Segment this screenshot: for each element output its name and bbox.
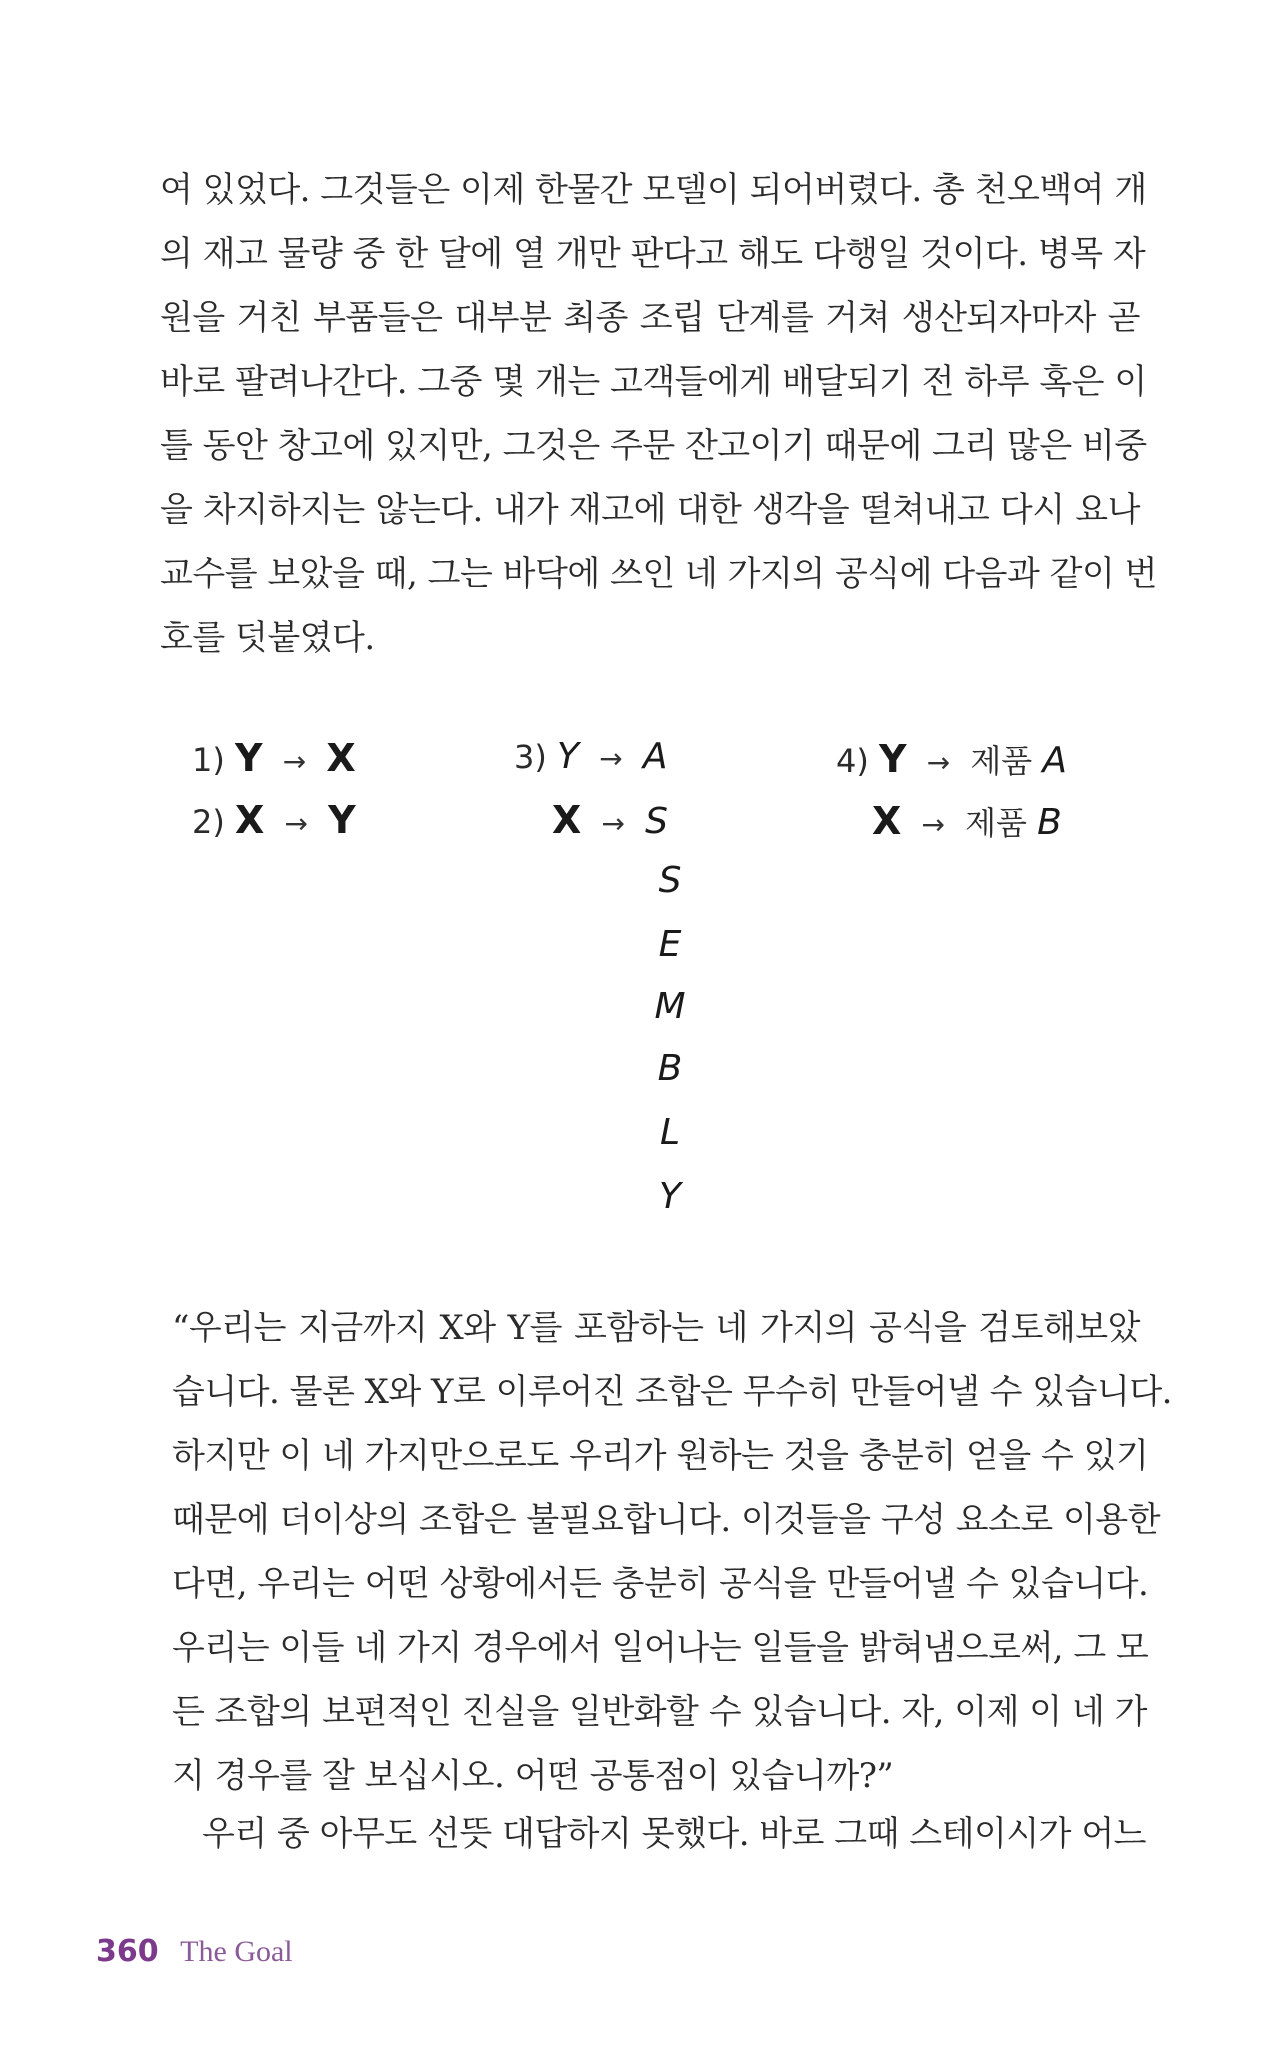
- formula-number: 2): [192, 803, 225, 841]
- arrow-icon: →: [921, 808, 945, 841]
- arrow-icon: →: [926, 746, 951, 779]
- text-line: 바로 팔려나간다. 그중 몇 개는 고객들에게 배달되기 전 하루 혹은 이: [160, 362, 1147, 402]
- text-line: 때문에 더이상의 조합은 불필요합니다. 이것들을 구성 요소로 이용한: [172, 1500, 1161, 1540]
- page-number: 360: [96, 1934, 159, 1969]
- arrow-icon: →: [284, 807, 308, 840]
- formula-left: Y: [235, 736, 263, 780]
- formula-left: X: [872, 799, 902, 843]
- formula-right: X: [326, 736, 356, 780]
- vertical-letter: E: [658, 924, 682, 965]
- formula-diagram: [0, 720, 1280, 1240]
- text-line: 을 차지하지는 않는다. 내가 재고에 대한 생각을 떨쳐내고 다시 요나: [160, 490, 1140, 530]
- text-line: 다면, 우리는 어떤 상황에서든 충분히 공식을 만들어낼 수 있습니다.: [172, 1564, 1149, 1604]
- formula-left: Y: [557, 736, 580, 777]
- formula-number: 3): [514, 738, 547, 776]
- text-line: 틀 동안 창고에 있지만, 그것은 주문 잔고이기 때문에 그리 많은 비중: [160, 426, 1147, 466]
- arrow-icon: →: [282, 745, 307, 778]
- arrow-icon: →: [599, 742, 623, 775]
- vertical-letter: B: [657, 1048, 683, 1089]
- text-line: 습니다. 물론 X와 Y로 이루어진 조합은 무수히 만들어낼 수 있습니다.: [172, 1372, 1172, 1412]
- product-word: 제품: [970, 742, 1033, 780]
- text-line: 여 있었다. 그것들은 이제 한물간 모델이 되어버렸다. 총 천오백여 개: [160, 170, 1147, 210]
- formula-number: 1): [192, 741, 225, 779]
- vertical-letter: Y: [659, 1176, 681, 1217]
- paragraph-3: [172, 1802, 1147, 1866]
- formula-right: A: [642, 736, 668, 777]
- text-line: 호를 덧붙였다.: [160, 618, 375, 658]
- text-line: 의 재고 물량 중 한 달에 열 개만 판다고 해도 다행일 것이다. 병목 자: [160, 234, 1146, 274]
- product-letter: A: [1042, 740, 1067, 781]
- text-line: 교수를 보았을 때, 그는 바닥에 쓰인 네 가지의 공식에 다음과 같이 번: [160, 554, 1157, 594]
- formula-1: [192, 736, 356, 780]
- text-line: 하지만 이 네 가지만으로도 우리가 원하는 것을 충분히 얻을 수 있기: [172, 1436, 1149, 1476]
- formula-right: S: [645, 801, 668, 842]
- formula-left: X: [235, 798, 265, 842]
- formula-left: X: [552, 798, 582, 842]
- text-line: 우리는 이들 네 가지 경우에서 일어나는 일들을 밝혀냄으로써, 그 모: [172, 1628, 1149, 1668]
- text-line: “우리는 지금까지 X와 Y를 포함하는 네 가지의 공식을 검토해보았: [172, 1308, 1140, 1348]
- formula-2: [192, 798, 356, 842]
- text-line: 지 경우를 잘 보십시오. 어떤 공통점이 있습니까?”: [172, 1756, 894, 1796]
- formula-3-row-2: [552, 798, 668, 842]
- formula-left: Y: [879, 737, 907, 781]
- formula-4-row-2: [872, 798, 1062, 844]
- formula-3-row-1: [514, 736, 667, 777]
- page-footer: [96, 1934, 293, 1969]
- paragraph-1: [160, 158, 1157, 670]
- vertical-letter: S: [658, 860, 682, 901]
- text-line: 우리 중 아무도 선뜻 대답하지 못했다. 바로 그때 스테이시가 어느: [202, 1814, 1147, 1854]
- paragraph-2: [172, 1296, 1172, 1808]
- book-title: The Goal: [180, 1935, 293, 1968]
- formula-number: 4): [836, 742, 869, 780]
- vertical-letter: L: [659, 1112, 681, 1153]
- formula-right: Y: [328, 798, 356, 842]
- vertical-letter: M: [654, 986, 686, 1027]
- text-line: 원을 거친 부품들은 대부분 최종 조립 단계를 거쳐 생산되자마자 곧: [160, 298, 1140, 338]
- text-line: 든 조합의 보편적인 진실을 일반화할 수 있습니다. 자, 이제 이 네 가: [172, 1692, 1147, 1732]
- formula-4-row-1: [836, 736, 1067, 782]
- arrow-icon: →: [601, 807, 625, 840]
- product-letter: B: [1037, 802, 1062, 843]
- product-word: 제품: [965, 804, 1027, 842]
